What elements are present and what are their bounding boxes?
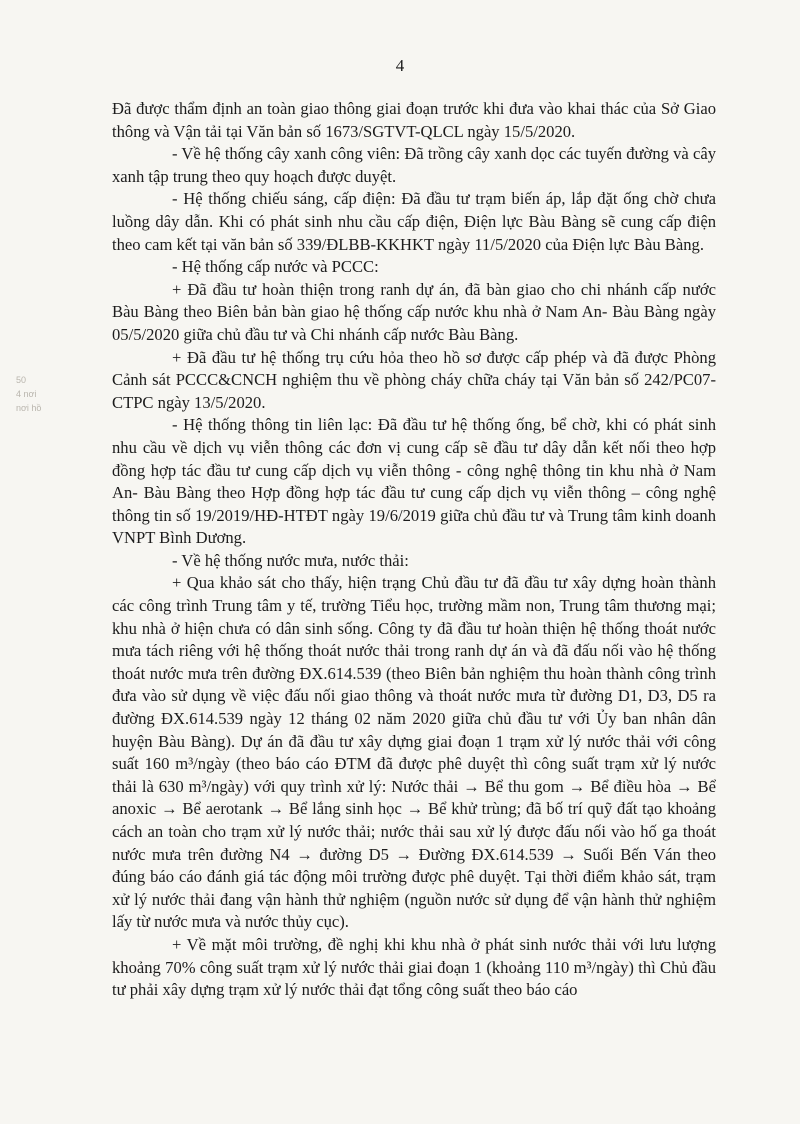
margin-mark: 4 nơi xyxy=(16,389,37,399)
paragraph: + Qua khảo sát cho thấy, hiện trạng Chủ đầu tư đã đầu tư xây dựng hoàn thành các công trình Trung tâm y tế, trường Tiểu học, trường mầm non, Trung tâm thương mại; khu nhà ở hiện chưa có dân sinh sống. Công ty đã đầu tư hoàn thiện hệ thống thoát nước mưa tách riêng với hệ thống thoát nước thải trong ranh dự án và đã đấu nối vào hệ thống thoát nước mưa trên đường ĐX.614.539 (theo Biên bản nghiệm thu hoàn thành công trình đưa vào sử dụng về việc đấu nối giao thông và thoát nước mưa từ đường D1, D3, D5 ra đường ĐX.614.539 ngày 12 tháng 02 năm 2020 giữa chủ đầu tư với Ủy ban nhân dân huyện Bàu Bàng). Dự án đã đầu tư xây dựng giai đoạn 1 trạm xử lý nước thải với công suất 160 m³/ngày (theo báo cáo ĐTM đã được phê duyệt thì công suất trạm xử lý nước thải là 630 m³/ngày) với quy trình xử lý: Nước thải → Bể thu gom → Bể điều hòa → Bể anoxic → Bể aerotank → Bể lắng sinh học → Bể khử trùng; đã bố trí quỹ đất tạo khoảng cách an toàn cho trạm xử lý nước thải; nước thải sau xử lý được đấu nối vào hố ga thoát nước mưa trên đường N4 → đường D5 → Đường ĐX.614.539 → Suối Bến Ván theo đúng báo cáo đánh giá tác động môi trường được phê duyệt. Tại thời điểm khảo sát, trạm xử lý nước thải đang vận hành thử nghiệm (nguồn nước sử dụng để vận hành thử nghiệm lấy từ nước mưa và nước thủy cục). xyxy=(112,573,716,932)
paragraph: - Hệ thống cấp nước và PCCC: xyxy=(172,257,379,277)
paragraph: - Hệ thống chiếu sáng, cấp điện: Đã đầu tư trạm biến áp, lắp đặt ống chờ chưa luồng dây dẫn. Khi có phát sinh nhu cầu cấp điện, Điện lực Bàu Bàng sẽ cung cấp điện theo cam kết tại văn bản số 339/ĐLBB-KKHKT ngày 11/5/2020 của Điện lực Bàu Bàng. xyxy=(112,189,716,254)
margin-mark: nơi hồ xyxy=(16,403,42,413)
paragraph: - Hệ thống thông tin liên lạc: Đã đầu tư hệ thống ống, bể chờ, khi có phát sinh nhu cầu về dịch vụ viễn thông các đơn vị cung cấp sẽ đầu tư dây dẫn kết nối theo hợp đồng hợp tác đầu tư cung cấp dịch vụ viễn thông - công nghệ thông tin khu nhà ở Nam An- Bàu Bàng theo Hợp đồng hợp tác đầu tư cung cấp dịch vụ viễn thông – công nghệ thông tin số 19/2019/HĐ-HTĐT ngày 19/6/2019 giữa chủ đầu tư và Trung tâm kinh doanh VNPT Bình Dương. xyxy=(112,415,716,548)
document-body xyxy=(112,98,716,1002)
paragraph: + Đã đầu tư hệ thống trụ cứu hỏa theo hồ sơ được cấp phép và đã được Phòng Cảnh sát PCCC&CNCH nghiệm thu về phòng cháy chữa cháy tại Văn bản số 242/PC07-CTPC ngày 13/5/2020. xyxy=(112,347,716,412)
page-number: 4 xyxy=(395,56,405,75)
margin-mark: 50 xyxy=(16,375,27,385)
paragraph: - Về hệ thống nước mưa, nước thải: xyxy=(172,550,409,570)
paragraph: Đã được thẩm định an toàn giao thông giai đoạn trước khi đưa vào khai thác của Sở Giao thông và Vận tải tại Văn bản số 1673/SGTVT-QLCL ngày 15/5/2020. xyxy=(112,99,716,141)
paragraph: + Đã đầu tư hoàn thiện trong ranh dự án, đã bàn giao cho chi nhánh cấp nước Bàu Bàng theo Biên bản bàn giao hệ thống cấp nước khu nhà ở Nam An- Bàu Bàng ngày 05/5/2020 giữa chủ đầu tư và Chi nhánh cấp nước Bàu Bàng. xyxy=(112,279,716,344)
margin-stamp-marks xyxy=(16,345,54,485)
paragraph: + Về mặt môi trường, đề nghị khi khu nhà ở phát sinh nước thải với lưu lượng khoảng 70% công suất trạm xử lý nước thải giai đoạn 1 (khoảng 110 m³/ngày) thì Chủ đầu tư phải xây dựng trạm xử lý nước thải đạt tổng công suất theo báo cáo xyxy=(112,934,716,1000)
paragraph: - Về hệ thống cây xanh công viên: Đã trồng cây xanh dọc các tuyến đường và cây xanh tập trung theo quy hoạch được duyệt. xyxy=(112,144,716,186)
